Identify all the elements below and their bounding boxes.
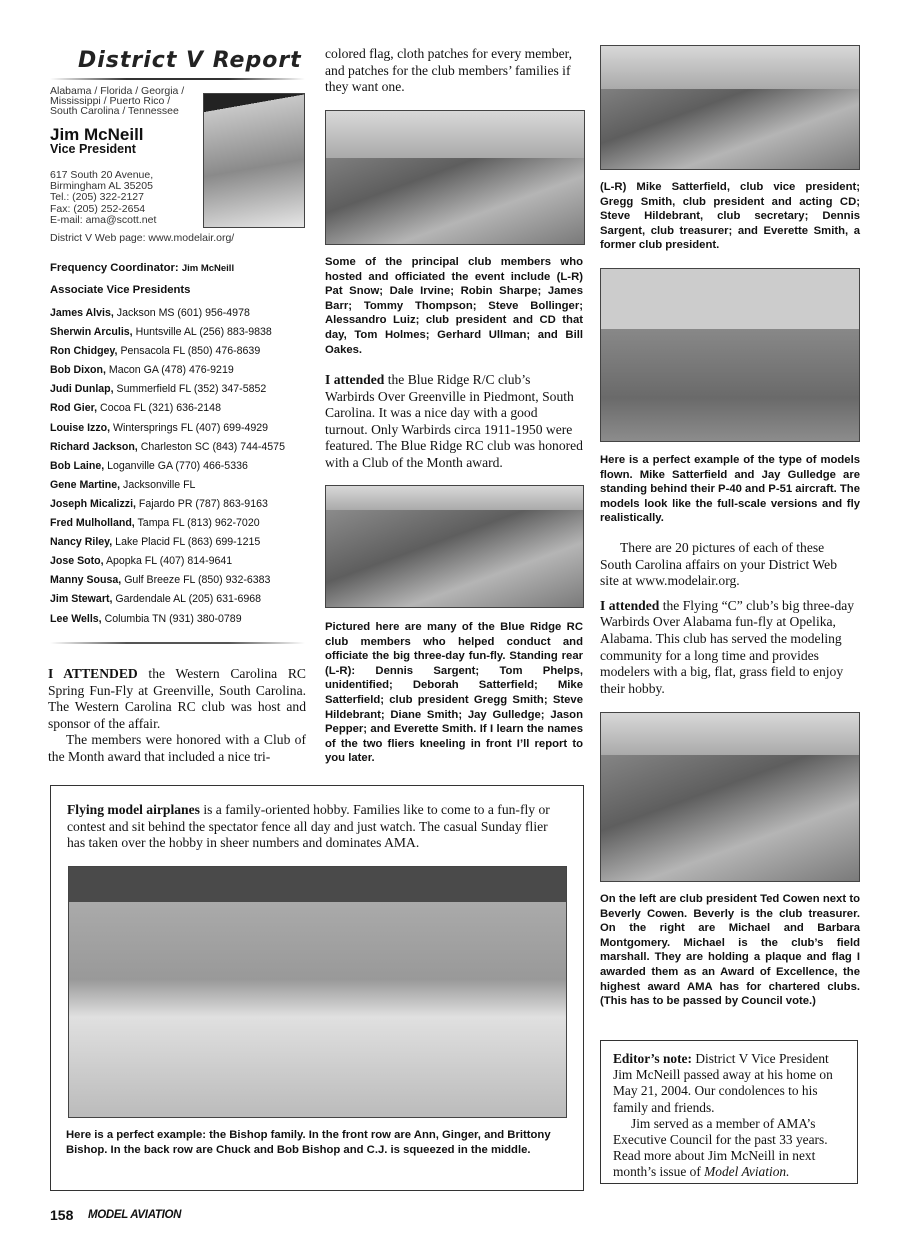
avp-entry (50, 438, 285, 457)
photo-caption: (L-R) Mike Satterfield, club vice president; Gregg Smith, club president and acting CD; Steve Hildebrant, club secretary; Dennis Sargent, club treasurer; and Everette Smith, a former club president. (600, 181, 860, 252)
address-line: 617 South 20 Avenue, (50, 169, 154, 181)
bishop-family-photo (68, 866, 567, 1118)
avp-name: Louise Izzo, (50, 421, 111, 434)
magazine-logo: MODEL AVIATION (88, 1209, 182, 1221)
avp-name: Bob Laine, (50, 459, 105, 472)
avp-contact: Columbia TN (931) 380-0789 (104, 612, 242, 625)
avp-name: Nancy Riley, (50, 536, 113, 549)
avp-name: Sherwin Arculis, (50, 326, 133, 339)
avp-name: Manny Sousa, (50, 574, 122, 587)
avp-contact: Fajardo PR (787) 863-9163 (138, 497, 268, 510)
avp-name: Jose Soto, (50, 555, 104, 568)
avp-contact: Lake Placid FL (863) 699-1215 (115, 536, 261, 549)
paragraph: the Flying “C” club’s big three-day Warbirds Over Alabama fun-fly at Opelika, Alabama. This club has served the modeling community for a long time and provides modelers with a big, flat, grass field to enjoy their hobby. (600, 597, 855, 696)
states-list (50, 86, 184, 116)
paragraph: the Blue Ridge R/C club’s Warbirds Over Greenville in Piedmont, South Carolina. It was a nice day with a good turnout. Only Warbirds circa 1911-1950 were featured. The Blue Ridge RC club was honored with a Club of the Month award. (325, 372, 583, 470)
paragraph: is a family-oriented hobby. Families like to come to a fun-fly or contest and sit behind the spectator fence all day and just watch. The casual Sunday flier has taken over the hobby in sheer numbers and dominates AMA. (67, 802, 550, 851)
email[interactable]: E-mail: ama@scott.net (50, 213, 157, 226)
avp-contact: Jackson MS (601) 956-4978 (116, 307, 250, 319)
states-line: Alabama / Florida / Georgia / (50, 85, 185, 97)
avp-name: Jim Stewart, (50, 593, 113, 606)
avp-contact: Cocoa FL (321) 636-2148 (100, 402, 221, 415)
officers-photo (600, 45, 860, 170)
family-hobby-sidebar (50, 785, 584, 1191)
paragraph: The members were honored with a Club of the Month award that included a nice tri- (48, 732, 306, 764)
paragraph: There are 20 pictures of each of these South Carolina affairs on your District Web site at www.modelair.org. (600, 540, 838, 589)
section-rule (50, 642, 305, 644)
fax: Fax: (205) 252-2654 (50, 202, 146, 215)
col3-article (600, 540, 858, 697)
continued-text: colored flag, cloth patches for every member, and patches for the club members’ families if they want one. (325, 46, 573, 95)
avp-entry (50, 399, 285, 418)
avp-entry (50, 533, 285, 552)
frequency-name: Jim McNeill (181, 263, 235, 274)
avp-entry (50, 610, 285, 629)
avp-name: Ron Chidgey, (50, 345, 118, 358)
western-carolina-article (48, 666, 306, 766)
phone: Tel.: (205) 322-2127 (50, 191, 144, 204)
avp-entry (50, 590, 285, 609)
avp-contact: Wintersprings FL (407) 699-4929 (113, 421, 269, 434)
avp-contact: Summerfield FL (352) 347-5852 (116, 383, 267, 396)
avp-entry (50, 457, 285, 476)
avp-name: Joseph Micalizzi, (50, 497, 136, 510)
page-number: 158 (50, 1207, 74, 1223)
paragraph: the Western Carolina RC Spring Fun-Fly at Greenville, South Carolina. The Western Carolina RC club was host and sponsor of the affair. (48, 666, 306, 731)
avp-contact: Apopka FL (407) 814-9641 (105, 555, 233, 568)
frequency-coordinator (50, 262, 234, 274)
avp-entry (50, 476, 285, 495)
magazine-title: Model Aviation. (704, 1164, 790, 1180)
avp-name: Judi Dunlap, (50, 383, 114, 396)
avp-name: Fred Mulholland, (50, 517, 135, 530)
states-line: South Carolina / Tennessee (50, 105, 179, 117)
avp-contact: Macon GA (478) 476-9219 (108, 364, 234, 377)
editors-note-box (600, 1040, 858, 1184)
avp-entry (50, 571, 285, 590)
avp-entry (50, 495, 285, 514)
avp-list (50, 304, 285, 629)
avp-name: Rod Gier, (50, 402, 98, 415)
avp-contact: Tampa FL (813) 962-7020 (137, 517, 260, 530)
avp-name: James Alvis, (50, 307, 114, 319)
avp-entry (50, 361, 285, 380)
photo-caption: Here is a perfect example: the Bishop family. In the front row are Ann, Ginger, and Brittony Bishop. In the back row are Chuck and Bob Bishop and C.J. is squeezed in the middle. (66, 1129, 551, 1156)
vp-address (50, 170, 156, 226)
photo-caption: On the left are club president Ted Cowen next to Beverly Cowen. Beverly is the club treasurer. On the right are Michael and Barbara Montgomery. Michael is the club’s field marshall. They are holding a plaque and flag I awarded them as an Award of Excellence, the highest award AMA has for chartered clubs. (This has to be passed by Council vote.) (600, 893, 860, 1008)
vp-portrait-photo (203, 93, 305, 228)
lead-in: Flying model airplanes (67, 802, 200, 817)
states-line: Mississippi / Puerto Rico / (50, 95, 171, 107)
frequency-label: Frequency Coordinator: (50, 262, 179, 274)
photo-caption: Some of the principal club members who hosted and officiated the event include (L-R) Pat Snow; Dale Irvine; Robin Sharpe; James Barr; Tommy Thompson; Steve Bollinger; Alessandro Luiz; club president and CD that day, Tom Holmes; Gerhard Ullman; and Bill Oakes. (325, 256, 583, 356)
warbird-models-photo (600, 268, 860, 442)
avp-entry (50, 304, 285, 323)
avp-entry (50, 552, 285, 571)
avp-contact: Loganville GA (770) 466-5336 (107, 459, 248, 472)
avp-name: Richard Jackson, (50, 440, 138, 453)
club-members-photo (325, 110, 585, 245)
sidebar-text (67, 802, 567, 852)
photo-caption: Pictured here are many of the Blue Ridge RC club members who helped conduct and officiate the big three-day fun-fly. Standing rear (L-R): Dennis Sargent; Tom Phelps, unidentified; Deborah Satterfield; Mike Satterfield; club president Gregg Smith; Steve Hildebrant; Diane Smith; Jay Gulledge; Jason Pepper; and Everette Smith. If I learn the names of the two fliers kneeling in front I’ll report to you later. (325, 621, 583, 765)
avp-name: Lee Wells, (50, 612, 102, 625)
lead-in: I attended (600, 597, 660, 613)
report-title: District V Report (78, 48, 302, 73)
avp-contact: Charleston SC (843) 744-4575 (140, 440, 285, 453)
avp-contact: Gulf Breeze FL (850) 932-6383 (124, 574, 271, 587)
paragraph: District V Vice President Jim McNeill passed away at his home on May 21, 2004. Our condolences to his family and friends. (613, 1051, 833, 1115)
avp-entry (50, 323, 285, 342)
paragraph: Jim served as a member of AMA’s Executive Council for the past 33 years. Read more about Jim McNeill in next month’s issue of (613, 1115, 828, 1180)
avp-entry (50, 514, 285, 533)
award-presentation-photo (600, 712, 860, 882)
blue-ridge-group-photo (325, 485, 584, 608)
title-rule (50, 78, 305, 80)
avp-entry (50, 342, 285, 361)
avp-contact: Huntsville AL (256) 883-9838 (135, 326, 272, 339)
avp-entry (50, 380, 285, 399)
web-page-link[interactable]: District V Web page: www.modelair.org/ (50, 232, 235, 244)
lead-in: Editor’s note: (613, 1051, 692, 1066)
blue-ridge-article (325, 372, 583, 472)
address-line: Birmingham AL 35205 (50, 180, 153, 193)
vp-name: Jim McNeill (50, 125, 144, 144)
avp-contact: Gardendale AL (205) 631-6968 (115, 593, 262, 606)
avp-heading: Associate Vice Presidents (50, 284, 191, 296)
photo-caption: Here is a perfect example of the type of models flown. Mike Satterfield and Jay Gulledge are standing behind their P-40 and P-51 aircraft. The models look like the full-scale versions and fly realistically. (600, 454, 860, 525)
vp-role: Vice President (50, 142, 136, 156)
lead-in: I ATTENDED (48, 666, 138, 681)
avp-name: Bob Dixon, (50, 364, 106, 377)
lead-in: I attended (325, 372, 385, 387)
avp-entry (50, 419, 285, 438)
avp-contact: Pensacola FL (850) 476-8639 (120, 345, 261, 358)
avp-contact: Jacksonville FL (123, 478, 196, 491)
avp-name: Gene Martine, (50, 478, 121, 491)
